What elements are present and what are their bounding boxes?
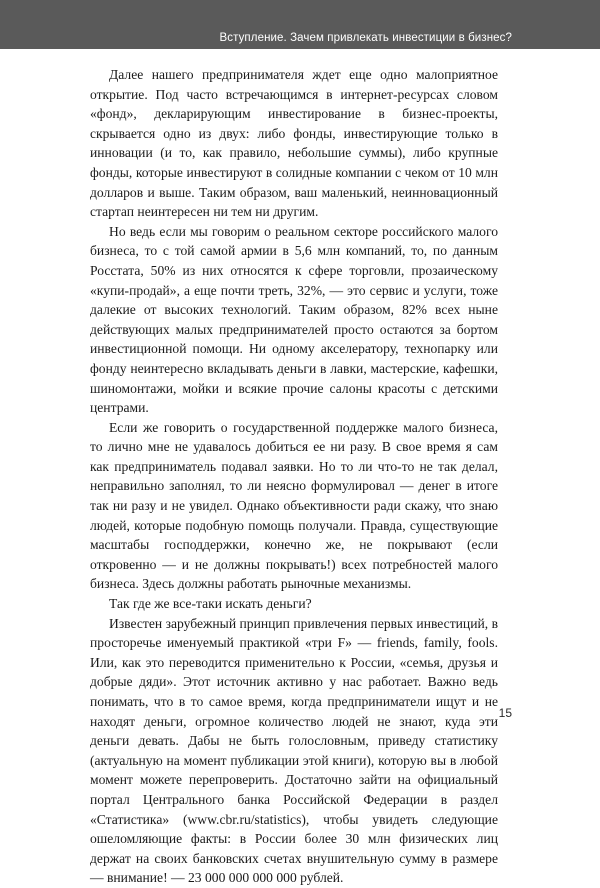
- running-head-bar: [0, 0, 600, 49]
- page-number: 15: [498, 706, 512, 720]
- paragraph-5: Известен зарубежный принцип привлечения первых инвестиций, в просторечье именуемый практикой «три F» — friends, family, fools. Или, как это переводится применительно к России, «семья, друзья и добрые дяди». Этот источник активно у нас работает. Важно ведь понимать, что в то самое время, когда предприниматели ищут и не находят деньги, огромное количество людей не знают, куда эти деньги девать. Дабы не быть голословным, приведу статистику (актуальную на момент публикации этой книги), которую вы в любой момент можете перепроверить. Достаточно зайти на официальный портал Центрального банка Российской Федерации в раздел «Статистика» (www.cbr.ru/statistics), чтобы увидеть следующие ошеломляющие факты: в России более 30 млн физических лиц держат на своих банковских счетах внушительную сумму в размере — внимание! — 23 000 000 000 000 рублей.: [90, 615, 498, 886]
- paragraph-1: Далее нашего предпринимателя ждет еще одно малоприятное открытие. Под часто встречающимся в интернет-ресурсах словом «фонд», декларирующим инвестирование в бизнес-проекты, скрывается одно из двух: либо фонды, инвестирующие только в инновации (и то, как правило, небольшие суммы), либо крупные фонды, которые инвестируют в солидные компании с чеком от 10 млн долларов и выше. Таким образом, ваш маленький, неинновационный стартап неинтересен ни тем ни другим.: [90, 67, 498, 220]
- text-column: [90, 65, 498, 888]
- paragraph-2: Но ведь если мы говорим о реальном секторе российского малого бизнеса, то с той самой армии в 5,6 млн компаний, то, по данным Росстата, 50% из них относятся к сфере торговли, прозаическому «купи-продай», а еще почти треть, 32%, — это сервис и услуги, тоже далекие от высоких технологий. Таким образом, 82% всех ныне действующих малых предпринимателей просто остаются за бортом инвестиционной помощи. Ни одному акселератору, технопарку или фонду неинтересно вкладывать деньги в лавки, мастерские, кафешки, шиномонтажи, мойки и всякие прочие салоны красоты с детскими центрами.: [90, 223, 498, 416]
- paragraph-4: Так где же все-таки искать деньги?: [109, 596, 312, 612]
- paragraph-3: Если же говорить о государственной поддержке малого бизнеса, то лично мне не удавалось добиться ее ни разу. В свое время я сам как предприниматель подавал заявки. Но то ли что-то не так делал, неправильно заполнял, то ли неясно формулировал — денег в итоге так ни разу и не увидел. Однако объективности ради скажу, что знаю людей, которые подобную помощь получали. Правда, существующие масштабы господдержки, конечно же, не покрывают (если откровенно — и не должны покрывать!) всех потребностей малого бизнеса. Здесь должны работать рыночные механизмы.: [90, 419, 498, 592]
- running-head: Вступление. Зачем привлекать инвестиции в бизнес?: [219, 32, 512, 44]
